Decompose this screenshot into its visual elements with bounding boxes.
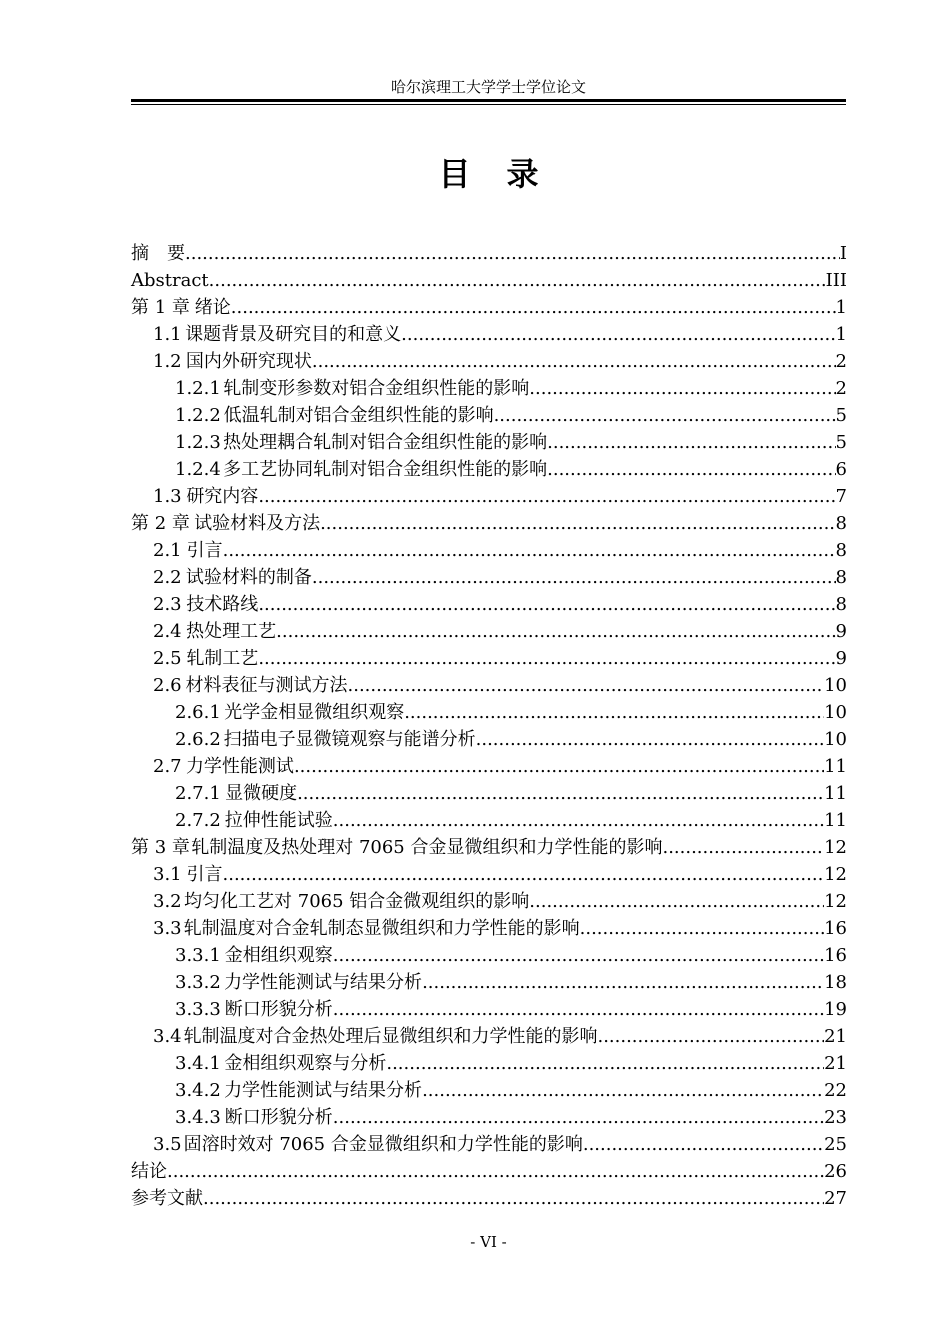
toc-entry-label: 摘 要 — [131, 243, 185, 264]
toc-entry-label: 断口形貌分析 — [224, 1107, 333, 1128]
toc-entry-page: 2 — [835, 378, 847, 399]
toc-dot-leader — [223, 537, 836, 564]
toc-dot-leader — [529, 888, 824, 915]
toc-dot-leader — [258, 591, 835, 618]
toc-dot-leader — [333, 942, 824, 969]
toc-entry-label: 多工艺协同轧制对铝合金组织性能的影响 — [223, 459, 548, 480]
toc-entry-page: 23 — [824, 1107, 847, 1128]
toc-entry-number: 第 2 章 — [131, 513, 190, 534]
toc-entry-page: 8 — [835, 594, 847, 615]
toc-entry-label: 结论 — [131, 1161, 167, 1182]
toc-dot-leader — [597, 1023, 824, 1050]
toc-dot-leader — [386, 1050, 824, 1077]
toc-entry[interactable] — [131, 1023, 847, 1050]
toc-entry[interactable] — [131, 348, 847, 375]
toc-entry-label: 参考文献 — [131, 1188, 203, 1209]
toc-entry-number: 第 3 章 — [131, 837, 190, 858]
toc-entry-page: 12 — [824, 891, 847, 912]
toc-dot-leader — [494, 402, 836, 429]
toc-entry-label: 引言 — [186, 864, 223, 885]
toc-entry-label: 扫描电子显微镜观察与能谱分析 — [223, 729, 476, 750]
toc-entry-number: 2.3 — [153, 594, 182, 615]
toc-entry-page: 10 — [824, 675, 847, 696]
toc-entry-label: 试验材料及方法 — [194, 513, 321, 534]
page-number: - VI - — [470, 1233, 507, 1251]
toc-entry-number: 3.3.1 — [175, 945, 221, 966]
toc-dot-leader — [547, 429, 835, 456]
toc-entry-label: 国内外研究现状 — [185, 351, 312, 372]
toc-dot-leader — [333, 1104, 824, 1131]
toc-entry-page: 7 — [835, 486, 847, 507]
toc-entry[interactable] — [131, 1050, 847, 1077]
toc-entry-number: 2.7.1 — [175, 783, 221, 804]
toc-entry[interactable] — [131, 1185, 847, 1212]
toc-entry[interactable] — [131, 375, 847, 402]
toc-entry-page: I — [839, 243, 847, 264]
toc-entry[interactable] — [131, 564, 847, 591]
toc-entry[interactable] — [131, 483, 847, 510]
toc-entry-label: 轧制工艺 — [186, 648, 259, 669]
toc-entry[interactable] — [131, 699, 847, 726]
toc-entry[interactable] — [131, 1131, 847, 1158]
toc-dot-leader — [167, 1158, 824, 1185]
toc-entry-page: 11 — [824, 756, 847, 777]
toc-entry[interactable] — [131, 996, 847, 1023]
toc-dot-leader — [312, 564, 836, 591]
toc-entry-label: 力学性能测试与结果分析 — [224, 972, 423, 993]
toc-dot-leader — [185, 240, 840, 267]
toc-entry-page: 8 — [835, 567, 847, 588]
toc-entry-number: 3.2 — [153, 891, 182, 912]
toc-entry-label: 轧制变形参数对铝合金组织性能的影响 — [223, 378, 530, 399]
toc-entry-label: 低温轧制对铝合金组织性能的影响 — [223, 405, 494, 426]
toc-entry-label: 力学性能测试与结果分析 — [224, 1080, 423, 1101]
toc-dot-leader — [401, 321, 835, 348]
toc-entry-page: 26 — [824, 1161, 847, 1182]
toc-entry-number: 1.2.2 — [175, 405, 221, 426]
toc-entry-number: 3.4.1 — [175, 1053, 221, 1074]
toc-entry-page: 18 — [824, 972, 847, 993]
toc-entry-label: 均匀化工艺对 7065 铝合金微观组织的影响 — [184, 891, 530, 912]
toc-dot-leader — [422, 969, 824, 996]
toc-dot-leader — [422, 1077, 824, 1104]
toc-entry-number: 2.7.2 — [175, 810, 221, 831]
toc-entry-label: 显微硬度 — [225, 783, 298, 804]
toc-entry-number: 第 1 章 — [131, 297, 190, 318]
toc-dot-leader — [662, 834, 824, 861]
toc-entry-number: 3.3.2 — [175, 972, 221, 993]
toc-entry-label: 热处理工艺 — [186, 621, 277, 642]
toc-entry[interactable] — [131, 807, 847, 834]
toc-entry-label: 力学性能测试 — [185, 756, 294, 777]
toc-entry-page: 21 — [824, 1026, 847, 1047]
toc-entry-page: 10 — [824, 702, 847, 723]
header-rule-thin — [131, 104, 846, 105]
toc-dot-leader — [529, 375, 835, 402]
toc-entry-number: 1.2.4 — [175, 459, 221, 480]
toc-entry-label: 引言 — [186, 540, 223, 561]
toc-entry-label: 金相组织观察与分析 — [224, 1053, 387, 1074]
toc-dot-leader — [258, 483, 835, 510]
toc-entry-page: 19 — [824, 999, 847, 1020]
toc-dot-leader — [583, 1131, 824, 1158]
toc-entry-number: 3.4 — [153, 1026, 182, 1047]
toc-entry-page: 11 — [824, 783, 847, 804]
toc-dot-leader — [333, 807, 824, 834]
toc-entry-label: 轧制温度对合金热处理后显微组织和力学性能的影响 — [183, 1026, 598, 1047]
toc-entry[interactable] — [131, 1104, 847, 1131]
toc-entry-page: 8 — [835, 513, 847, 534]
toc-entry-page: 21 — [824, 1053, 847, 1074]
toc-entry-page: 5 — [835, 405, 847, 426]
toc-entry-page: 16 — [824, 945, 847, 966]
toc-dot-leader — [209, 267, 826, 294]
toc-entry-page: III — [825, 270, 847, 291]
toc-dot-leader — [547, 456, 835, 483]
toc-entry-number: 2.2 — [153, 567, 182, 588]
toc-entry-page: 10 — [824, 729, 847, 750]
toc-entry-number: 1.2.1 — [175, 378, 221, 399]
toc-dot-leader — [320, 510, 835, 537]
toc-entry[interactable] — [131, 753, 847, 780]
toc-entry-label: 光学金相显微组织观察 — [224, 702, 405, 723]
toc-entry-number: 1.1 — [153, 324, 182, 345]
toc-entry[interactable] — [131, 834, 847, 861]
toc-entry-number: 1.2 — [153, 351, 182, 372]
toc-entry-label: Abstract — [131, 270, 209, 291]
toc-entry-label: 课题背景及研究目的和意义 — [185, 324, 402, 345]
toc-entry-label: 金相组织观察 — [224, 945, 333, 966]
toc-entry-number: 3.3 — [153, 918, 182, 939]
header-rule-thick — [131, 99, 846, 102]
toc-entry-number: 2.1 — [153, 540, 182, 561]
toc-entry[interactable] — [131, 969, 847, 996]
toc-entry-page: 2 — [835, 351, 847, 372]
toc-entry-label: 试验材料的制备 — [185, 567, 312, 588]
toc-entry[interactable] — [131, 267, 847, 294]
toc-entry-number: 3.3.3 — [175, 999, 221, 1020]
toc-entry-page: 12 — [824, 864, 847, 885]
toc-entry-label: 技术路线 — [186, 594, 259, 615]
toc-entry-number: 3.5 — [153, 1134, 182, 1155]
toc-entry[interactable] — [131, 915, 847, 942]
toc-dot-leader — [348, 672, 825, 699]
toc-entry-page: 8 — [835, 540, 847, 561]
toc-entry-page: 16 — [824, 918, 847, 939]
toc-entry-number: 3.1 — [153, 864, 182, 885]
toc-entry[interactable] — [131, 861, 847, 888]
toc-entry[interactable] — [131, 942, 847, 969]
toc-entry[interactable] — [131, 510, 847, 537]
table-of-contents — [131, 240, 847, 1212]
toc-entry-number: 2.6 — [153, 675, 182, 696]
toc-entry-number: 1.3 — [153, 486, 182, 507]
toc-dot-leader — [580, 915, 824, 942]
toc-entry[interactable] — [131, 618, 847, 645]
toc-entry-number: 2.4 — [153, 621, 182, 642]
toc-entry-label: 轧制温度及热处理对 7065 合金显微组织和力学性能的影响 — [191, 837, 663, 858]
toc-entry[interactable] — [131, 672, 847, 699]
toc-entry-page: 11 — [824, 810, 847, 831]
toc-entry[interactable] — [131, 780, 847, 807]
toc-entry-page: 9 — [835, 648, 847, 669]
toc-entry[interactable] — [131, 645, 847, 672]
toc-entry[interactable] — [131, 591, 847, 618]
toc-entry[interactable] — [131, 1158, 847, 1185]
toc-dot-leader — [476, 726, 824, 753]
toc-dot-leader — [276, 618, 835, 645]
toc-entry-number: 2.6.1 — [175, 702, 221, 723]
toc-entry-number: 3.4.2 — [175, 1080, 221, 1101]
toc-dot-leader — [223, 861, 825, 888]
toc-entry[interactable] — [131, 888, 847, 915]
toc-entry-label: 拉伸性能试验 — [224, 810, 333, 831]
page-title: 目录 — [438, 155, 575, 193]
toc-entry-number: 2.5 — [153, 648, 182, 669]
toc-dot-leader — [294, 753, 824, 780]
toc-entry-number: 3.4.3 — [175, 1107, 221, 1128]
toc-entry[interactable] — [131, 537, 847, 564]
toc-entry-label: 热处理耦合轧制对铝合金组织性能的影响 — [223, 432, 548, 453]
toc-entry-page: 5 — [835, 432, 847, 453]
toc-entry[interactable] — [131, 402, 847, 429]
running-header: 哈尔滨理工大学学士学位论文 — [390, 78, 586, 96]
toc-dot-leader — [258, 645, 835, 672]
toc-entry-number: 2.7 — [153, 756, 182, 777]
toc-entry-label: 固溶时效对 7065 合金显微组织和力学性能的影响 — [183, 1134, 583, 1155]
toc-dot-leader — [231, 294, 836, 321]
toc-entry-label: 材料表征与测试方法 — [185, 675, 348, 696]
toc-entry-page: 9 — [835, 621, 847, 642]
toc-entry-number: 1.2.3 — [175, 432, 221, 453]
toc-dot-leader — [404, 699, 824, 726]
toc-entry-number: 2.6.2 — [175, 729, 221, 750]
toc-entry-page: 22 — [824, 1080, 847, 1101]
toc-entry-page: 27 — [824, 1188, 847, 1209]
toc-entry-page: 25 — [824, 1134, 847, 1155]
toc-entry-label: 轧制温度对合金轧制态显微组织和力学性能的影响 — [183, 918, 580, 939]
toc-entry-page: 12 — [824, 837, 847, 858]
toc-entry-label: 断口形貌分析 — [224, 999, 333, 1020]
toc-entry[interactable] — [131, 456, 847, 483]
toc-entry[interactable] — [131, 1077, 847, 1104]
toc-dot-leader — [312, 348, 836, 375]
toc-entry[interactable] — [131, 726, 847, 753]
toc-dot-leader — [203, 1185, 824, 1212]
toc-entry-page: 1 — [835, 324, 847, 345]
toc-entry[interactable] — [131, 321, 847, 348]
toc-entry[interactable] — [131, 294, 847, 321]
toc-entry-label: 研究内容 — [186, 486, 259, 507]
toc-entry-page: 6 — [835, 459, 847, 480]
toc-dot-leader — [297, 780, 824, 807]
toc-entry-label: 绪论 — [194, 297, 231, 318]
toc-entry[interactable] — [131, 429, 847, 456]
toc-entry[interactable] — [131, 240, 847, 267]
toc-entry-page: 1 — [835, 297, 847, 318]
toc-dot-leader — [333, 996, 824, 1023]
